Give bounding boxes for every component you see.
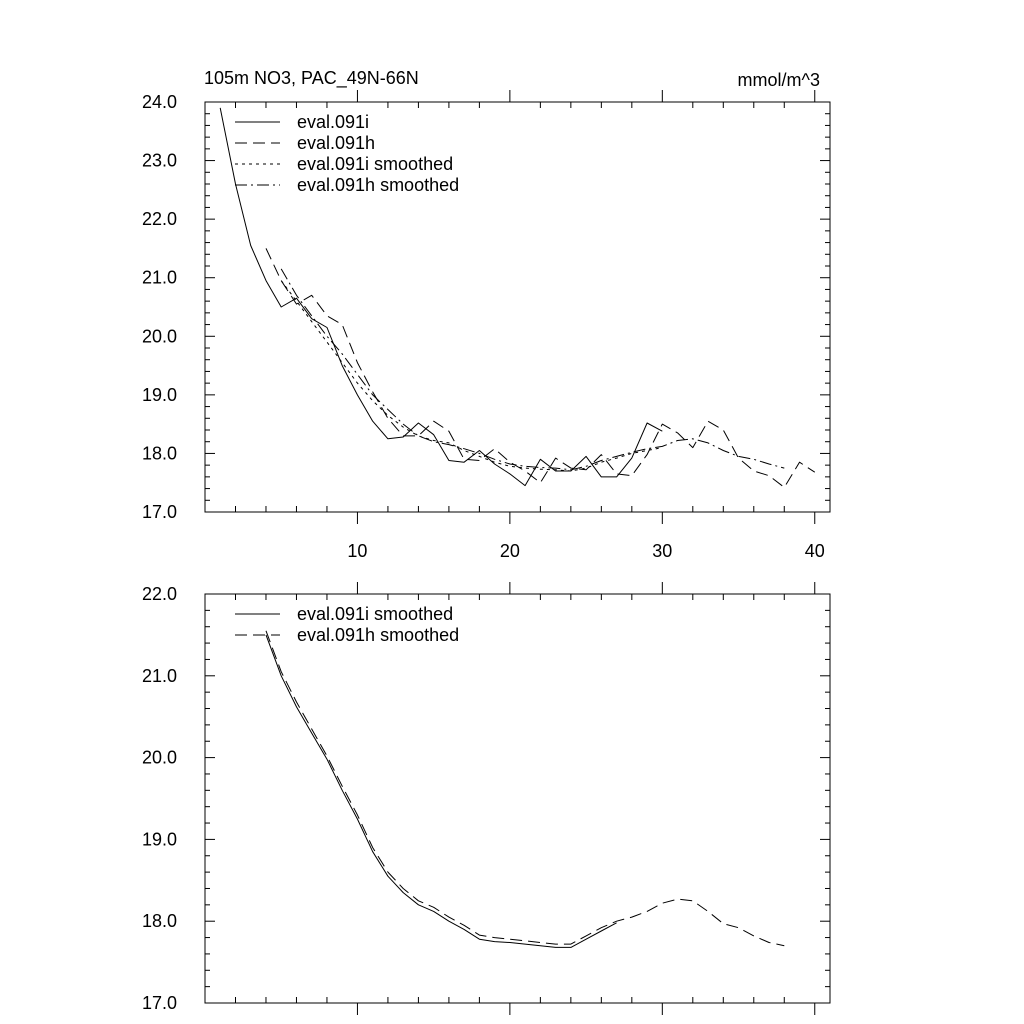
chart-panel-1 <box>142 90 830 561</box>
legend-label: eval.091h smoothed <box>297 175 460 195</box>
chart-units: mmol/m^3 <box>737 70 820 90</box>
y-tick-label: 17.0 <box>141 502 177 522</box>
x-tick-label: 40 <box>804 541 825 561</box>
chart-panel-2 <box>142 582 830 1015</box>
y-tick-label: 21.0 <box>141 665 177 686</box>
y-tick-label: 19.0 <box>141 829 177 850</box>
y-tick-label: 22.0 <box>141 209 177 230</box>
series-line-eval-091h-smoothed <box>266 631 784 946</box>
y-tick-label: 17.0 <box>141 993 177 1013</box>
y-tick-label: 20.0 <box>141 326 177 347</box>
legend-label: eval.091i <box>297 112 370 132</box>
x-tick-label: 20 <box>499 541 520 561</box>
y-tick-label: 21.0 <box>141 267 177 288</box>
series-line-eval-091i-smoothed <box>281 281 662 471</box>
legend-label: eval.091h <box>297 133 376 153</box>
y-tick-label: 22.0 <box>141 584 177 604</box>
plot-frame <box>205 594 830 1003</box>
y-tick-label: 23.0 <box>141 150 177 171</box>
x-tick-label: 10 <box>347 541 368 561</box>
series-line-eval-091h-smoothed <box>281 269 784 470</box>
y-tick-label: 20.0 <box>141 747 177 768</box>
legend-label: eval.091i smoothed <box>297 154 454 174</box>
chart-title: 105m NO3, PAC_49N-66N <box>204 68 419 88</box>
legend-label: eval.091i smoothed <box>297 604 454 624</box>
y-tick-label: 18.0 <box>141 911 177 932</box>
y-tick-label: 18.0 <box>141 443 177 464</box>
y-tick-label: 19.0 <box>141 384 177 405</box>
series-line-eval-091i-smoothed <box>266 635 617 948</box>
legend-label: eval.091h smoothed <box>297 625 460 645</box>
y-tick-label: 24.0 <box>141 92 177 112</box>
series-line-eval-091h <box>266 248 815 487</box>
x-tick-label: 30 <box>652 541 673 561</box>
